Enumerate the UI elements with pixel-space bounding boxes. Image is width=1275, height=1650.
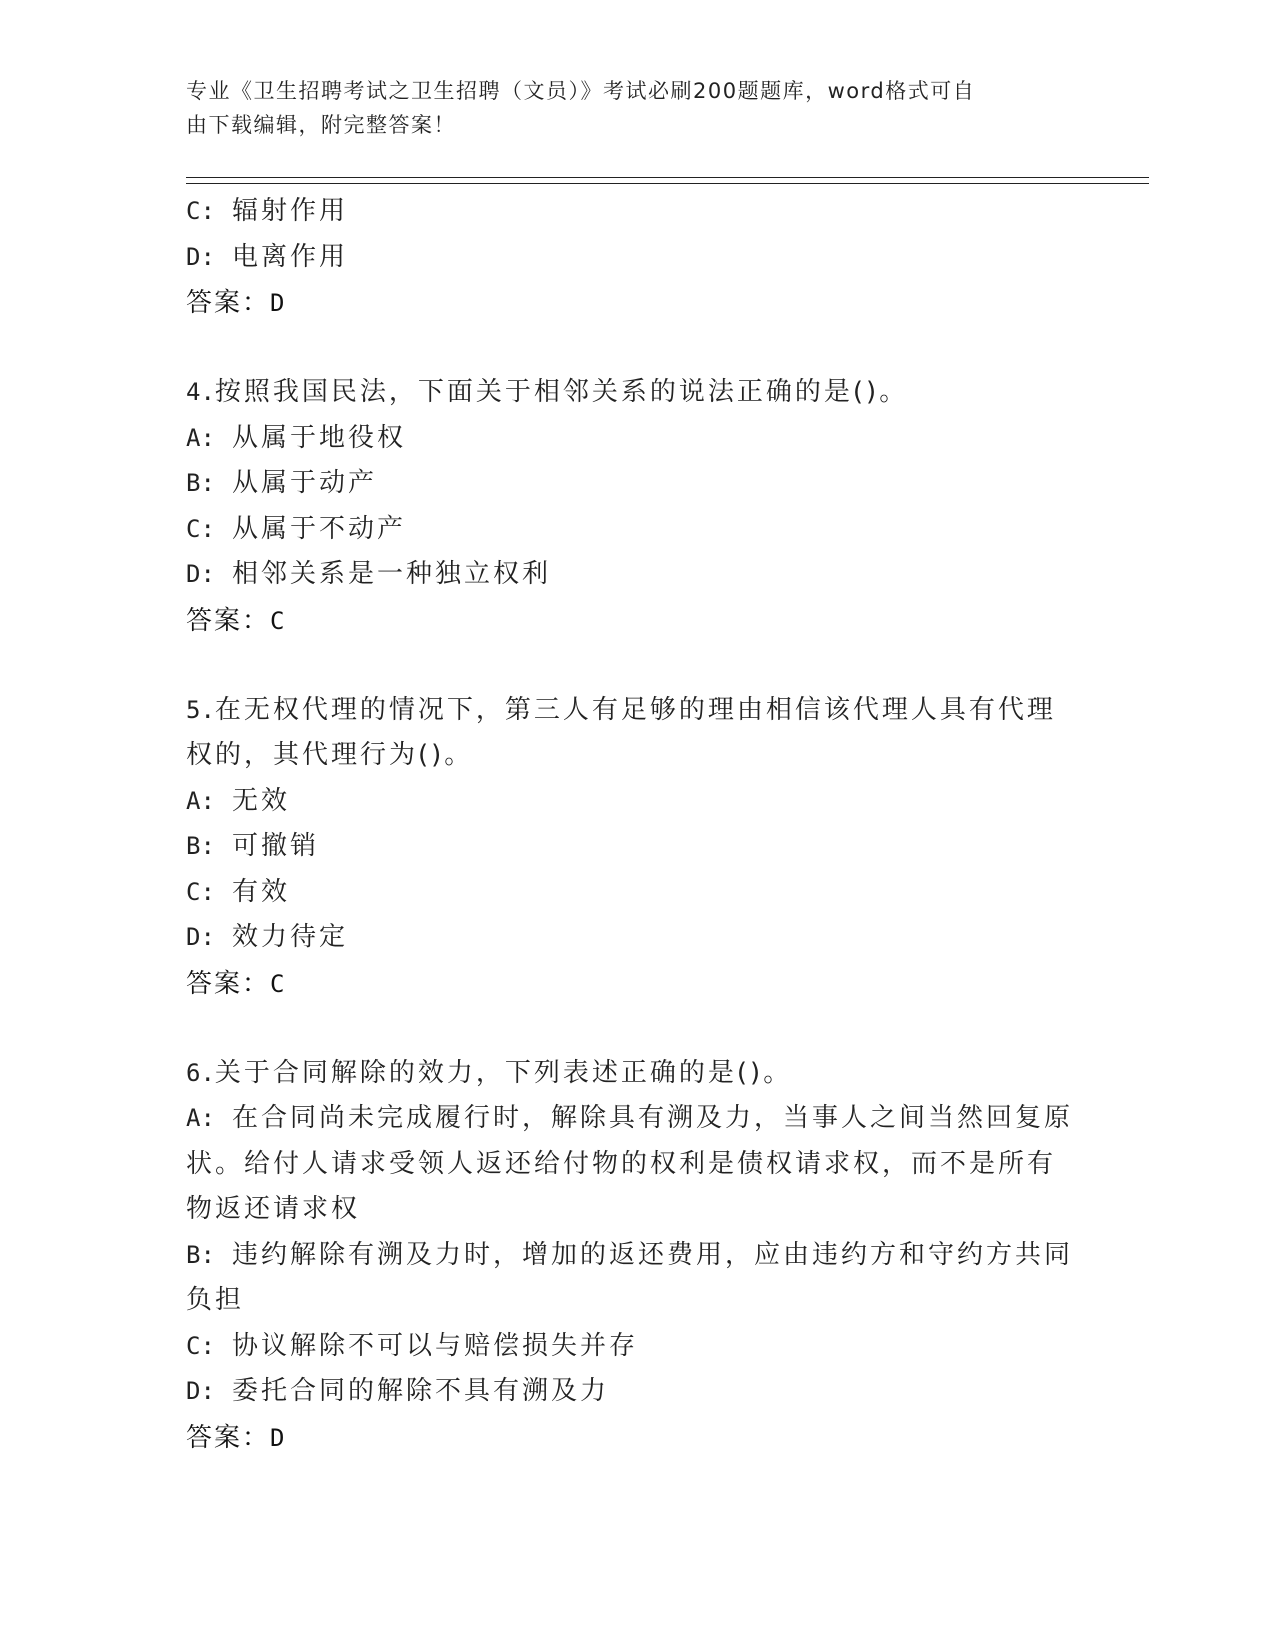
option-a [186,1096,1076,1142]
option-text: 效力待定 [232,922,349,952]
question-4 [186,370,1076,644]
option-text: 相邻关系是一种独立权利 [232,559,552,589]
option-letter: D: [186,560,215,588]
question-stem [186,688,1076,734]
answer-line [186,1415,1076,1461]
option-text: 从属于动产 [232,468,378,498]
option-d [186,1369,1076,1415]
option-c [186,507,1076,553]
answer-value: C [270,606,287,635]
option-d [186,552,1076,598]
option-text: 有效 [232,876,291,907]
option-text: 可撤销 [232,831,320,861]
option-text: 无效 [232,785,291,816]
option-letter: D: [186,1377,215,1405]
option-text: 在合同尚未完成履行时，解除具有溯及力，当事人之间当然回复原 [232,1103,1074,1133]
answer-label: 答案： [186,288,271,318]
question-number: 5. [186,695,215,724]
option-b-continued: 负担 [186,1285,245,1315]
option-b [186,1233,1076,1279]
option-a [186,779,1076,825]
option-letter: B: [186,469,215,497]
option-d [186,915,1076,961]
option-c [186,1324,1076,1370]
option-text: 委托合同的解除不具有溯及力 [232,1376,610,1406]
header-divider-top [186,177,1149,178]
option-text: 协议解除不可以与赔偿损失并存 [232,1330,639,1361]
option-c [186,189,1076,235]
option-letter: A: [186,423,215,452]
answer-line [186,280,1076,326]
option-b [186,824,1076,870]
option-d [186,235,1076,281]
option-letter: A: [186,1104,215,1132]
option-letter: C: [186,514,215,543]
document-header [186,74,1066,142]
answer-label: 答案： [186,1422,271,1453]
option-text: 违约解除有溯及力时，增加的返还费用，应由违约方和守约方共同 [232,1239,1074,1270]
question-stem-line: 按照我国民法，下面关于相邻关系的说法正确的是()。 [214,377,909,407]
option-a [186,416,1076,462]
answer-value: C [270,969,287,998]
answer-value: D [270,1423,287,1452]
question-stem-line: 关于合同解除的效力，下列表述正确的是()。 [214,1057,793,1088]
option-letter: B: [186,832,215,860]
question-5 [186,688,1076,1007]
question-stem [186,370,1076,416]
answer-label: 答案： [186,605,271,636]
question-stem-continued: 权的，其代理行为()。 [186,740,474,770]
answer-label: 答案： [186,968,271,999]
option-letter: D: [186,923,215,951]
answer-value: D [270,289,287,317]
header-line-1: 专业《卫生招聘考试之卫生招聘（文员）》考试必刷200题题库，word格式可自 [186,79,976,103]
question-6 [186,1051,1076,1461]
option-letter: A: [186,786,215,815]
question-stem-line: 在无权代理的情况下，第三人有足够的理由相信该代理人具有代理 [214,694,1056,725]
option-text: 辐射作用 [232,196,349,226]
option-letter: B: [186,1240,215,1269]
question-stem [186,1051,1076,1097]
header-line-2: 由下载编辑，附完整答案！ [186,113,456,137]
option-letter: C: [186,877,215,906]
header-divider-bottom [186,183,1149,184]
option-text: 从属于地役权 [232,422,407,453]
option-a-continued: 物返还请求权 [186,1194,361,1224]
question-number: 6. [186,1058,215,1087]
option-text: 电离作用 [232,241,349,272]
option-letter: C: [186,197,215,225]
option-b [186,461,1076,507]
question-number: 4. [186,378,215,406]
answer-line [186,961,1076,1007]
option-letter: D: [186,242,215,271]
option-a-continued: 状。给付人请求受领人返还给付物的权利是债权请求权，而不是所有 [186,1148,1057,1179]
option-text: 从属于不动产 [232,513,407,544]
partial-question [186,189,1076,326]
option-letter: C: [186,1331,215,1360]
answer-line [186,598,1076,644]
option-c [186,870,1076,916]
question-list [186,189,1076,1461]
